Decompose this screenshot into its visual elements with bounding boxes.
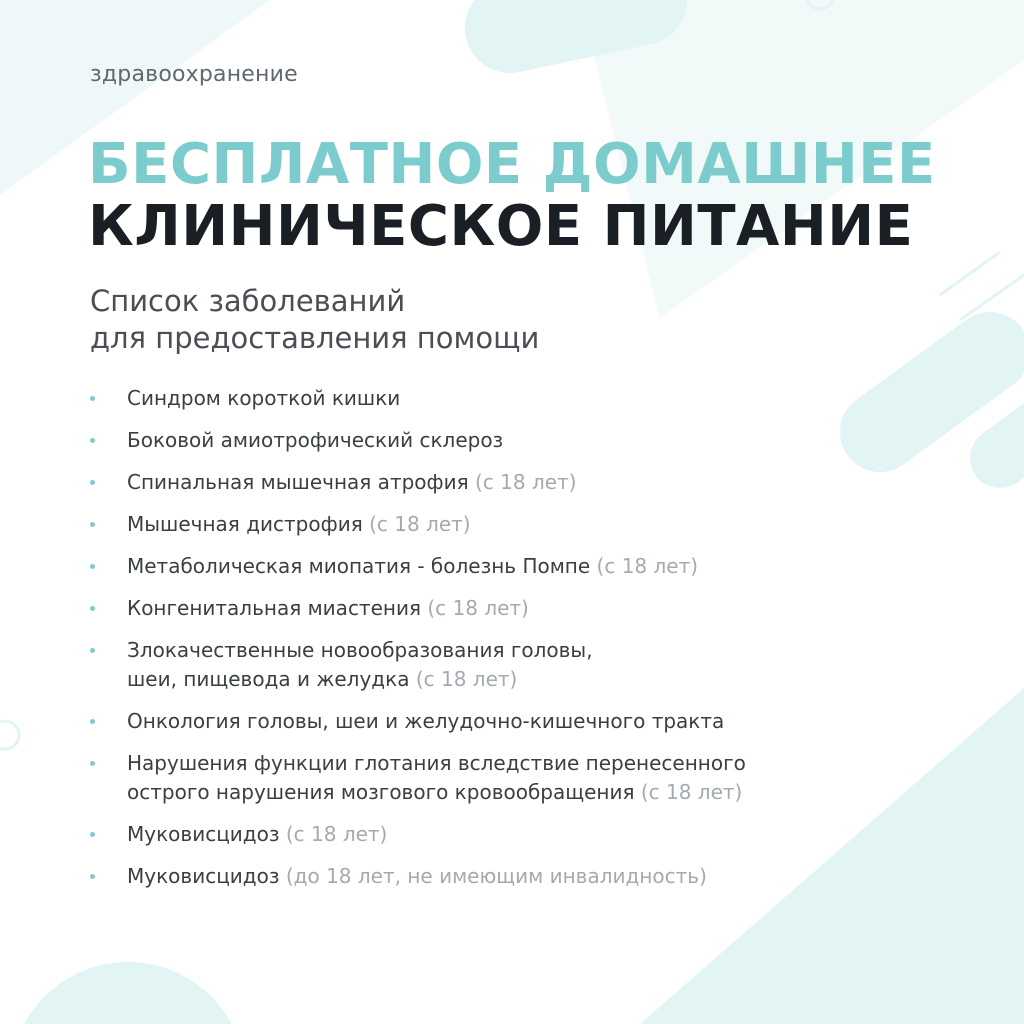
list-item — [90, 594, 850, 623]
item-label: Муковисцидоз — [127, 822, 280, 846]
item-label: Синдром короткой кишки — [127, 386, 401, 410]
item-text-line-2 — [127, 778, 850, 807]
item-text — [127, 510, 850, 539]
disease-list — [90, 384, 850, 904]
item-text-line-1: Нарушения функции глотания вследствие перенесенного — [127, 751, 746, 775]
item-text-line-2 — [127, 665, 850, 694]
list-item — [90, 384, 850, 413]
item-text — [127, 862, 850, 891]
item-label: острого нарушения мозгового кровообращения — [127, 780, 635, 804]
item-age-note: (с 18 лет) — [369, 512, 471, 536]
category-label: здравоохранение — [90, 62, 298, 87]
list-item — [90, 468, 850, 497]
page-title — [88, 134, 936, 258]
item-text-line-1: Злокачественные новообразования головы, — [127, 638, 593, 662]
item-text — [127, 594, 850, 623]
item-age-note: (до 18 лет, не имеющим инвалидность) — [285, 864, 707, 888]
item-text — [127, 468, 850, 497]
item-age-note: (с 18 лет) — [640, 780, 743, 804]
title-line-accent: БЕСПЛАТНОЕ ДОМАШНЕЕ — [88, 132, 936, 197]
list-item — [90, 749, 850, 807]
item-text — [127, 426, 850, 455]
subtitle-line-2: для предоставления помощи — [90, 321, 540, 355]
list-item — [90, 552, 850, 581]
item-label: Муковисцидоз — [127, 864, 280, 888]
title-line-dark: КЛИНИЧЕСКОЕ ПИТАНИЕ — [88, 194, 914, 259]
item-age-note: (с 18 лет) — [415, 667, 518, 691]
item-label: Метаболическая миопатия - болезнь Помпе — [127, 554, 591, 578]
item-label: Конгенитальная миастения — [127, 596, 421, 620]
list-item — [90, 707, 850, 736]
item-age-note: (с 18 лет) — [427, 596, 529, 620]
item-label: Онкология головы, шеи и желудочно-кишечного тракта — [127, 709, 725, 733]
item-label: Спинальная мышечная атрофия — [127, 470, 469, 494]
item-text — [127, 820, 850, 849]
subtitle-line-1: Список заболеваний — [90, 284, 406, 318]
item-label: Мышечная дистрофия — [127, 512, 363, 536]
item-age-note: (с 18 лет) — [475, 470, 577, 494]
item-text — [127, 384, 850, 413]
list-item — [90, 862, 850, 891]
item-age-note: (с 18 лет) — [285, 822, 388, 846]
list-item — [90, 510, 850, 539]
subtitle — [90, 283, 539, 357]
list-item — [90, 636, 850, 694]
item-label: шеи, пищевода и желудка — [127, 667, 410, 691]
list-item — [90, 820, 850, 849]
item-label: Боковой амиотрофический склероз — [127, 428, 504, 452]
list-item — [90, 426, 850, 455]
item-text — [127, 552, 850, 581]
item-age-note: (с 18 лет) — [596, 554, 699, 578]
item-text — [127, 707, 850, 736]
